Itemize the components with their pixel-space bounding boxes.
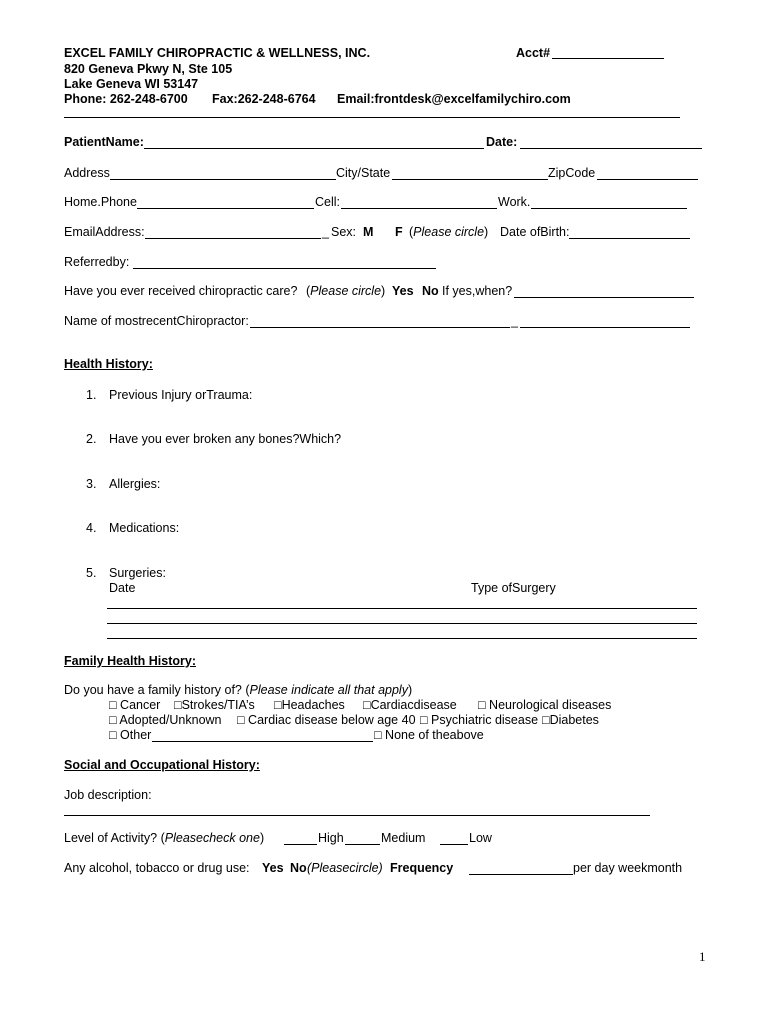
- recent-chiro-field[interactable]: [250, 327, 510, 328]
- surgery-line-1[interactable]: [107, 608, 697, 609]
- family-instruction: Please indicate all that apply: [249, 683, 408, 697]
- checkbox-icon[interactable]: □: [109, 698, 117, 712]
- sex-option-f[interactable]: F: [395, 225, 403, 239]
- hh-item-2-label: Have you ever broken any bones?Which?: [109, 432, 342, 446]
- acct-label: Acct#: [516, 46, 551, 60]
- address-line-2: Lake Geneva WI 53147: [64, 77, 199, 91]
- acct-field[interactable]: [552, 58, 664, 59]
- cell-label: Cell:: [315, 195, 341, 209]
- work-label: Work.: [498, 195, 531, 209]
- checkbox-icon[interactable]: □: [274, 698, 282, 712]
- fh-psychiatric-label: Psychiatric disease: [431, 713, 539, 727]
- email-underscore: _: [322, 225, 329, 239]
- fh-cancer-label: Cancer: [120, 698, 161, 712]
- job-description-field[interactable]: [64, 815, 650, 816]
- home-phone-field[interactable]: [137, 208, 314, 209]
- fh-adopted-label: Adopted/Unknown: [119, 713, 222, 727]
- social-title: Social and Occupational History:: [64, 758, 260, 772]
- recent-chiro-sep: _: [511, 314, 518, 328]
- family-history-question: Do you have a family history of? (Please indicate all that apply): [64, 683, 413, 697]
- recent-chiro-field-2[interactable]: [520, 327, 690, 328]
- fh-psychiatric[interactable]: [420, 713, 538, 728]
- checkbox-icon[interactable]: □: [363, 698, 371, 712]
- dob-field[interactable]: [569, 238, 690, 239]
- fh-cardiac-40-label: Cardiac disease below age 40: [248, 713, 416, 727]
- hh-item-3-label: Allergies:: [109, 477, 161, 491]
- fh-none-label: None of theabove: [385, 728, 484, 742]
- hh-item-4-num: 4.: [86, 521, 97, 535]
- fh-neuro-label: Neurological diseases: [489, 698, 612, 712]
- health-history-title: Health History:: [64, 357, 153, 371]
- fh-none[interactable]: [374, 728, 484, 743]
- job-description-label: Job description:: [64, 788, 152, 802]
- substance-instruction: (Pleasecircle): [307, 861, 383, 875]
- sex-label: Sex:: [331, 225, 357, 239]
- fax: Fax:262-248-6764: [212, 92, 316, 106]
- referred-label: Referredby:: [64, 255, 130, 269]
- date-field[interactable]: [520, 148, 702, 149]
- email-address-field[interactable]: [145, 238, 321, 239]
- frequency-field[interactable]: [469, 874, 573, 875]
- please-circle-note: [409, 225, 488, 240]
- hh-item-5-num: 5.: [86, 566, 97, 580]
- hh-item-3-num: 3.: [86, 477, 97, 491]
- fh-strokes[interactable]: [174, 698, 255, 713]
- fh-headaches[interactable]: [274, 698, 345, 713]
- zip-field[interactable]: [597, 179, 698, 180]
- substance-yes-option[interactable]: Yes: [262, 861, 284, 875]
- practice-name: EXCEL FAMILY CHIROPRACTIC & WELLNESS, INC.: [64, 46, 371, 60]
- fh-adopted[interactable]: [109, 713, 222, 728]
- sex-option-m[interactable]: M: [363, 225, 374, 239]
- chiro-please-circle-text: Please circle: [310, 284, 382, 298]
- please-circle-text: Please circle: [413, 225, 485, 239]
- fh-cardiac-40[interactable]: [237, 713, 416, 728]
- checkbox-icon[interactable]: □: [237, 713, 245, 727]
- surgery-line-2[interactable]: [107, 623, 697, 624]
- email: Email:frontdesk@excelfamilychiro.com: [337, 92, 571, 106]
- if-yes-when-label: If yes,when?: [442, 284, 513, 298]
- per-label: per day weekmonth: [573, 861, 683, 875]
- fh-cardiac-label: Cardiacdisease: [370, 698, 457, 712]
- patient-name-label: PatientName:: [64, 135, 144, 149]
- activity-medium-field[interactable]: [345, 844, 380, 845]
- family-history-title: Family Health History:: [64, 654, 196, 668]
- chiro-yes-option[interactable]: Yes: [392, 284, 414, 298]
- checkbox-icon[interactable]: □: [478, 698, 486, 712]
- patient-name-field[interactable]: [144, 148, 484, 149]
- fh-other-field[interactable]: [152, 741, 373, 742]
- address-line-1: 820 Geneva Pkwy N, Ste 105: [64, 62, 233, 76]
- checkbox-icon[interactable]: □: [174, 698, 182, 712]
- fh-cardiac[interactable]: [363, 698, 457, 713]
- family-question-text: Do you have a family history of?: [64, 683, 242, 697]
- fh-headaches-label: Headaches: [281, 698, 345, 712]
- chiro-care-question: Have you ever received chiropractic care?: [64, 284, 298, 298]
- activity-question: Level of Activity?: [64, 831, 158, 845]
- hh-item-1-num: 1.: [86, 388, 97, 402]
- hh-item-1-label: Previous Injury orTrauma:: [109, 388, 253, 402]
- activity-high-field[interactable]: [284, 844, 317, 845]
- cell-field[interactable]: [341, 208, 497, 209]
- chiro-no-option[interactable]: No: [422, 284, 439, 298]
- recent-chiro-label: Name of mostrecentChiropractor:: [64, 314, 249, 328]
- date-label: Date:: [486, 135, 518, 149]
- surgery-date-label: Date: [109, 581, 136, 595]
- activity-instruction: Pleasecheck one: [164, 831, 260, 845]
- chiro-please-circle: (Please circle): [306, 284, 386, 298]
- fh-neuro[interactable]: [478, 698, 611, 713]
- activity-low-field[interactable]: [440, 844, 468, 845]
- if-yes-when-field[interactable]: [514, 297, 694, 298]
- surgery-line-3[interactable]: [107, 638, 697, 639]
- activity-label: Level of Activity? (Pleasecheck one): [64, 831, 265, 845]
- city-state-field[interactable]: [392, 179, 548, 180]
- hh-item-4-label: Medications:: [109, 521, 180, 535]
- paren-close: ): [484, 225, 489, 239]
- home-phone-label: Home.Phone: [64, 195, 137, 209]
- frequency-label: Frequency: [390, 861, 454, 875]
- page-number: 1: [699, 949, 706, 964]
- checkbox-icon[interactable]: □: [420, 713, 428, 727]
- activity-high-label: High: [318, 831, 344, 845]
- activity-low-label: Low: [469, 831, 492, 845]
- hh-item-5-label: Surgeries:: [109, 566, 166, 580]
- hh-item-2-num: 2.: [86, 432, 97, 446]
- address-label: Address: [64, 166, 110, 180]
- checkbox-icon[interactable]: □: [542, 713, 550, 727]
- fh-cancer[interactable]: [109, 698, 160, 713]
- activity-medium-label: Medium: [381, 831, 426, 845]
- city-state-label: City/State: [336, 166, 391, 180]
- fh-diabetes[interactable]: [542, 713, 599, 728]
- fh-diabetes-label: Diabetes: [549, 713, 599, 727]
- address-field[interactable]: [110, 179, 336, 180]
- fh-other-label: Other: [120, 728, 152, 742]
- paren-open: (: [409, 225, 414, 239]
- fh-other[interactable]: [109, 728, 151, 743]
- substance-label: Any alcohol, tobacco or drug use:: [64, 861, 250, 875]
- fh-strokes-label: Strokes/TIA’s: [181, 698, 255, 712]
- email-address-label: EmailAddress:: [64, 225, 145, 239]
- phone: Phone: 262-248-6700: [64, 92, 188, 106]
- work-field[interactable]: [531, 208, 687, 209]
- header-divider: [64, 117, 680, 118]
- surgery-type-label: Type ofSurgery: [471, 581, 556, 595]
- substance-no-option[interactable]: No: [290, 861, 307, 875]
- checkbox-icon[interactable]: □: [109, 713, 117, 727]
- checkbox-icon[interactable]: □: [374, 728, 382, 742]
- dob-label: Date ofBirth:: [500, 225, 570, 239]
- checkbox-icon[interactable]: □: [109, 728, 117, 742]
- referred-field[interactable]: [133, 268, 436, 269]
- zip-label: ZipCode: [548, 166, 596, 180]
